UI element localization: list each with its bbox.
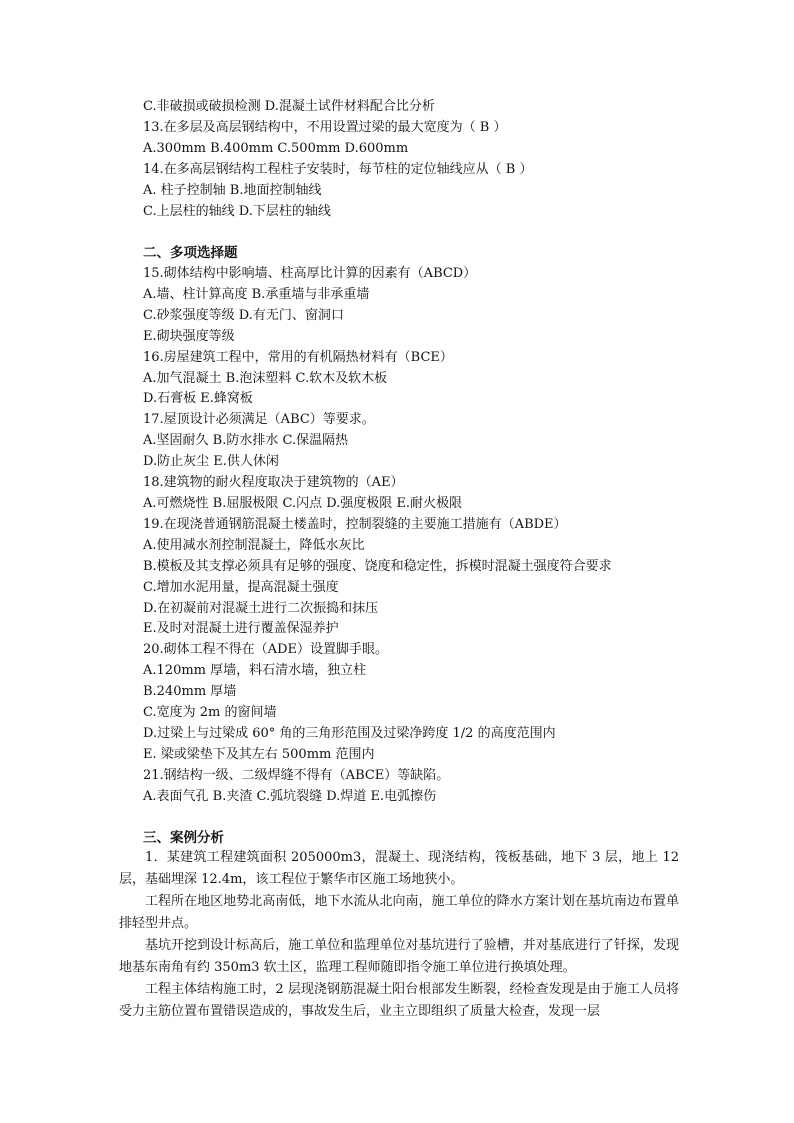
text-line: C.上层柱的轴线 D.下层柱的轴线 (143, 204, 331, 219)
case-paragraph: 基坑开挖到设计标高后，施工单位和监理单位对基坑进行了验槽，并对基底进行了钎探，发现地基东南角有约 350m3 软土区，监理工程师随即指令施工单位进行换填处理。 (119, 938, 679, 975)
text-line: A.120mm 厚墙，料石清水墙，独立柱 (143, 663, 367, 678)
case-paragraph: 工程主体结构施工时，2 层现浇钢筋混凝土阳台根部发生断裂，经检查发现是由于施工人员将受力主筋位置布置错误造成的，事故发生后，业主立即组织了质量大检查，发现一层 (119, 982, 679, 1019)
question-20: 20.砌体工程不得在（ADE）设置脚手眼。 (143, 642, 388, 657)
text-line: B.240mm 厚墙 (143, 684, 237, 699)
text-line: E. 梁或梁垫下及其左右 500mm 范围内 (143, 747, 375, 762)
question-18: 18.建筑物的耐火程度取决于建筑物的（AE） (143, 475, 404, 490)
text-line: E.砌块强度等级 (143, 329, 235, 344)
question-16: 16.房屋建筑工程中，常用的有机隔热材料有（BCE） (143, 350, 453, 365)
text-line: A.使用减水剂控制混凝土，降低水灰比 (143, 538, 365, 553)
text-line: D.石膏板 E.蜂窝板 (143, 391, 253, 406)
text-line: A.加气混凝土 B.泡沫塑料 C.软木及软木板 (143, 371, 388, 386)
text-line: A.300mm B.400mm C.500mm D.600mm (143, 141, 409, 156)
text-line: C.非破损或破损检测 D.混凝土试件材料配合比分析 (143, 99, 435, 114)
text-line: D.在初凝前对混凝土进行二次振捣和抹压 (143, 601, 379, 616)
text-line: D.防止灰尘 E.供人休闲 (143, 454, 279, 469)
text-line: A. 柱子控制轴 B.地面控制轴线 (143, 183, 322, 198)
text-line: E.及时对混凝土进行覆盖保湿养护 (143, 621, 339, 636)
text-line: C.增加水泥用量，提高混凝土强度 (143, 580, 339, 595)
case-paragraph: 工程所在地区地势北高南低，地下水流从北向南，施工单位的降水方案计划在基坑南边布置单排轻型井点。 (119, 894, 679, 931)
question-13: 13.在多层及高层钢结构中，不用设置过梁的最大宽度为（ B ） (143, 120, 507, 135)
section-heading-case-analysis: 三、案例分析 (143, 830, 224, 846)
text-line: A.表面气孔 B.夹渣 C.弧坑裂缝 D.焊道 E.电弧擦伤 (143, 789, 437, 804)
text-line: C.砂浆强度等级 D.有无门、窗洞口 (143, 308, 344, 323)
section-heading-multiple-choice: 二、多项选择题 (143, 245, 238, 261)
text-line: A.可燃烧性 B.屈服极限 C.闪点 D.强度极限 E.耐火极限 (143, 496, 463, 511)
text-line: C.宽度为 2m 的窗间墙 (143, 705, 277, 720)
question-14: 14.在多高层钢结构工程柱子安装时，每节柱的定位轴线应从（ B ） (143, 162, 533, 177)
question-15: 15.砌体结构中影响墙、柱高厚比计算的因素有（ABCD） (143, 266, 477, 281)
text-line: A.坚固耐久 B.防水排水 C.保温隔热 (143, 433, 349, 448)
text-line: B.模板及其支撑必须具有足够的强度、饶度和稳定性，拆模时混凝土强度符合要求 (143, 559, 612, 574)
question-17: 17.屋顶设计必须满足（ABC）等要求。 (143, 412, 375, 427)
text-line: A.墙、柱计算高度 B.承重墙与非承重墙 (143, 287, 370, 302)
text-line: D.过梁上与过梁成 60° 角的三角形范围及过梁净跨度 1/2 的高度范围内 (143, 726, 556, 741)
question-19: 19.在现浇普通钢筋混凝土楼盖时，控制裂缝的主要施工措施有（ABDE） (143, 517, 567, 532)
case-paragraph: 1．某建筑工程建筑面积 205000m3，混凝土、现浇结构，筏板基础，地下 3 层，地上 12 层，基础埋深 12.4m，该工程位于繁华市区施工场地狭小。 (119, 850, 679, 887)
question-21: 21.钢结构一级、二级焊缝不得有（ABCE）等缺陷。 (143, 768, 450, 783)
